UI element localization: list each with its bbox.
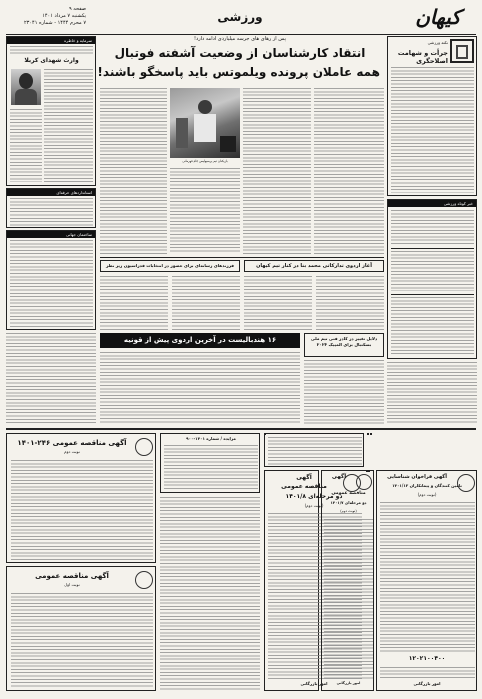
left-column-author: وارث شهدای کربلا [24,57,79,64]
masthead-dates [6,6,86,32]
left-box-3-header: ساختمان جهانی [7,231,95,238]
main-story-text-col3 [170,168,240,254]
organization-seal-icon [356,474,372,490]
page-number: صفحه ۹ [69,6,86,12]
date-line-hijri: ۷ محرم ۱۴۴۴ - شماره ۲۳۰۴۱ [23,20,86,26]
column-label: نکته ورزشی [427,40,448,45]
ad-small-2 [264,433,364,467]
ad-tender-5: آگهی فراخوان شناسایی تامین کنندگان و پیمانکاران ۱۴۰۱/۱۲ (نوبت دوم) ۱۲۰۲۱۰۰۴۰۰ امور بازرگانی [376,470,477,691]
masthead-rule [6,34,476,35]
main-headline-1: انتقاد کارشناسان از وضعیت آشفته فوتبال [114,46,366,60]
ad-5-title: آگهی فراخوان شناسایی [387,474,447,480]
main-story-text-col4 [100,88,167,254]
column-title: جرأت و شهامت اصلاحگری [397,49,448,65]
newspaper-logo: کیهان [415,5,461,29]
main-story-text-col1 [314,88,384,254]
ad-tender-2 [6,566,156,691]
ad-1-sub: نوبت دوم [64,449,80,454]
organization-seal-icon [135,438,153,456]
column-logo-icon [450,39,474,63]
story-kicker: پس از رهای های جرسه میلیاردی ادامه دارد! [193,36,287,42]
ad-tender-1 [6,433,156,563]
ad-small [160,433,260,493]
photo-caption: بازیکنان تیم پرسپولیس جام قهرمانی [182,159,228,163]
column-body-text [391,67,474,193]
author-photo [11,69,41,105]
football-photo [170,88,240,158]
ad-2-title: آگهی مناقصه عمومی [35,572,109,580]
ad-tender-4: آگهی مناقصه عمومی دو مرحله‌ای ۱۴۰۱/۷ (نوبت دوم) امور بازرگانی [321,470,374,691]
section-title: ورزشی [217,10,263,24]
organization-seal-icon [135,571,153,589]
ads-divider [6,428,476,430]
date-line: یکشنبه ۷ مرداد ۱۴۰۱ [42,13,86,19]
ad-small-title: مزایده / شماره ۱۴۰۱-۹۰۰ [186,436,236,441]
left-box-3 [6,230,96,330]
left-column-header: سرمایه و خاطره [7,37,95,44]
ad-5-number: ۱۲۰۲۱۰۰۴۰۰ [408,655,446,662]
story-c-banner: ۱۶ هندبالیست در آخرین اردوی پیش از قونیه [100,333,300,348]
left-box-2-header: استانداردهای حرفه‌ای [7,189,95,196]
left-box-2 [6,188,96,228]
ad-4-title: آگهی [331,474,347,480]
story-d-header: دلایل تغییر در کادر فنی تیم ملی بسکتبال برای المپیک ۲۰۲۴ [304,333,384,357]
right-news-header: خبر کوتاه ورزشی [388,200,476,207]
right-column-box [387,36,477,196]
ad-tender-3: آگهی مناقصه عمومی دو مرحله‌ای ۱۴۰۱/۸ (نوبت دوم) امور بازرگانی [264,470,319,691]
story-a-header: فرزندهای رسانه‌ای برای حضور در انتخابات فدراسیون زیر نظر [100,260,240,272]
main-story-text-col2 [243,88,311,254]
ad-3-title: آگهی [296,474,312,481]
main-headline-2: همه عاملان پرونده ویلموتس باید پاسخگو باشند! [97,65,380,79]
ad-1-title: آگهی مناقصه عمومی ۲۴۶-۱۴۰۱ [17,439,127,447]
left-column-box [6,36,96,186]
story-b-header: آغاز اردوی تدارکاتی محمد بنا در کنار تیم کیهان [244,260,384,272]
right-news-box [387,199,477,359]
ad-2-sub: نوبت اول [64,582,80,587]
